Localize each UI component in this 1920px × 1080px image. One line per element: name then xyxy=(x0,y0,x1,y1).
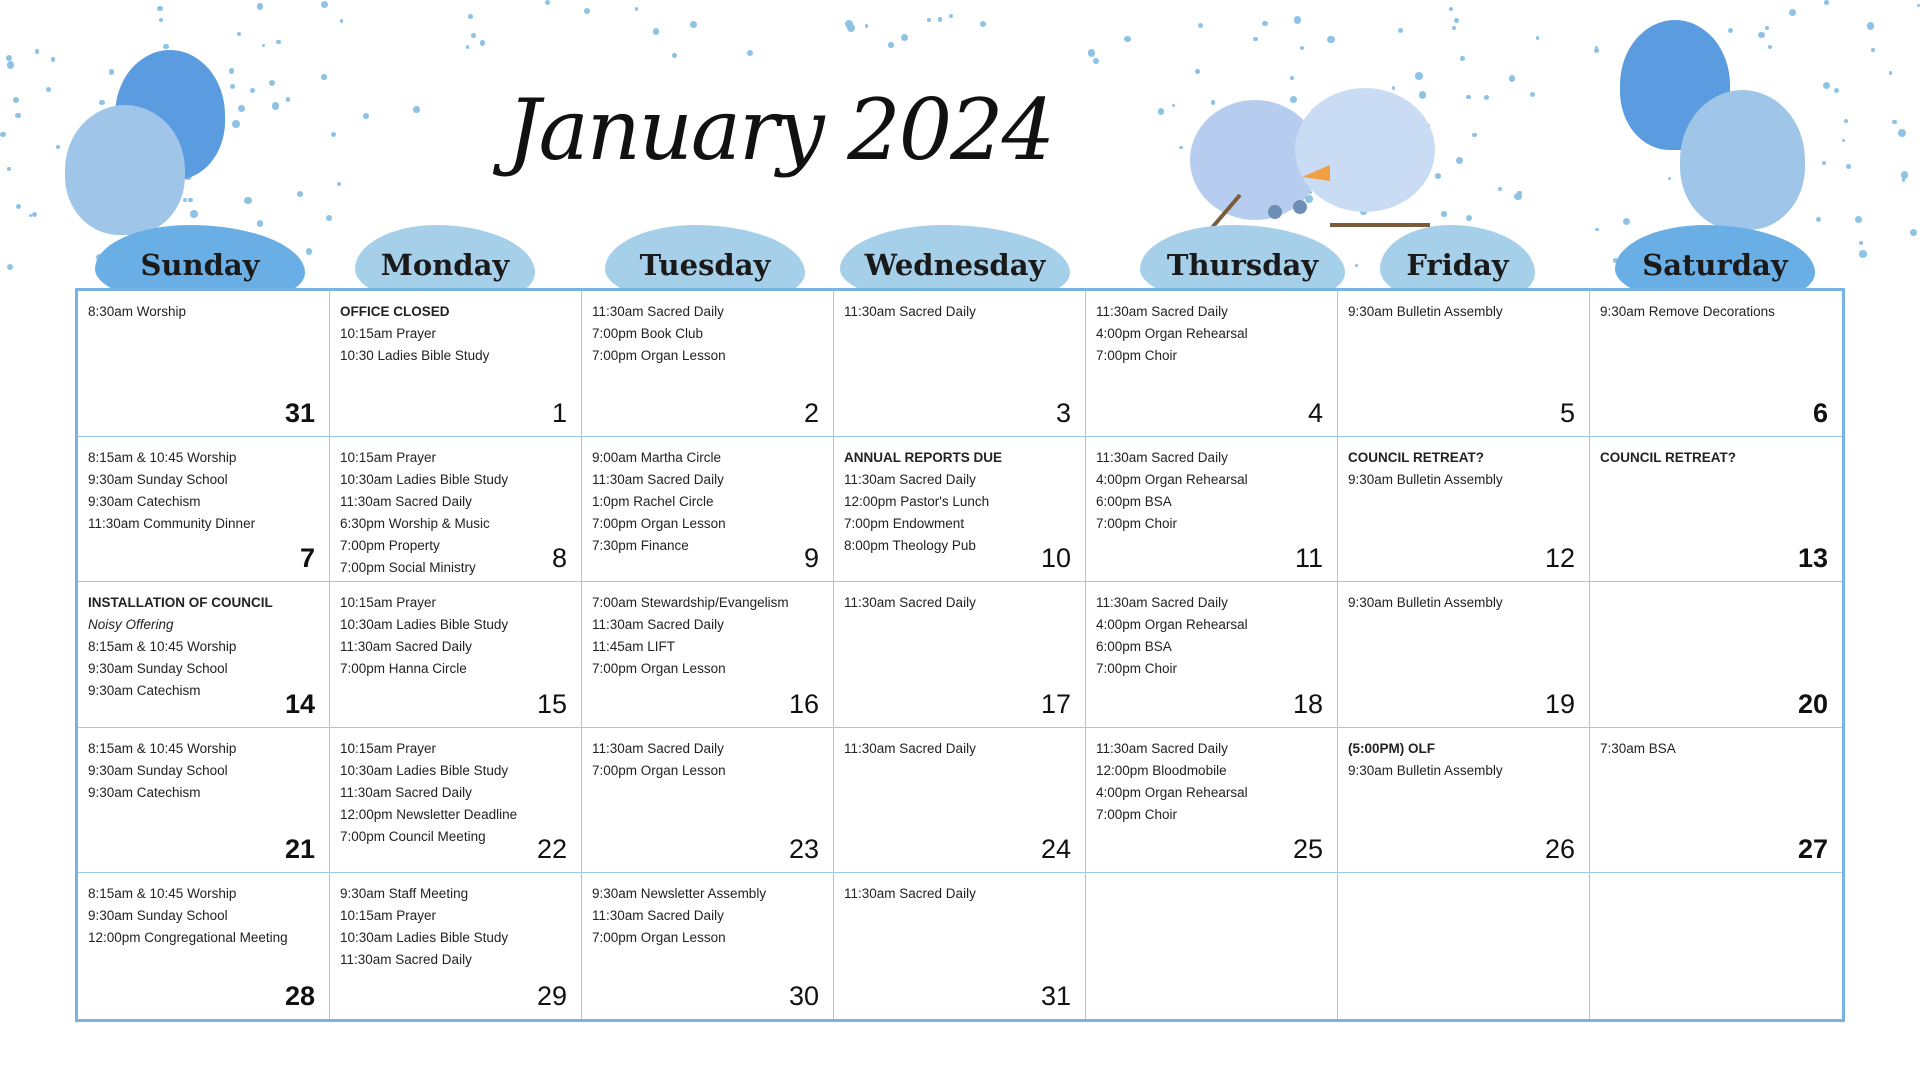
event-item: 9:30am Bulletin Assembly xyxy=(1348,595,1503,611)
event-item: 9:30am Catechism xyxy=(88,493,201,509)
day-cell[interactable] xyxy=(78,291,330,437)
day-number: 31 xyxy=(284,397,315,428)
event-item: 4:00pm Organ Rehearsal xyxy=(1096,617,1248,633)
event-item: 10:30am Ladies Bible Study xyxy=(340,930,509,946)
event-item: 4:00pm Organ Rehearsal xyxy=(1096,326,1248,341)
day-cell[interactable] xyxy=(1086,873,1338,1019)
event-item: 7:00pm Organ Lesson xyxy=(592,515,726,531)
event-item: 10:15am Prayer xyxy=(340,449,437,465)
day-number: 28 xyxy=(284,981,315,1011)
day-cell[interactable] xyxy=(330,873,582,1019)
day-cell[interactable] xyxy=(582,437,834,583)
day-number: 6 xyxy=(1812,397,1828,428)
day-number: 25 xyxy=(1292,834,1323,865)
day-number: 16 xyxy=(788,688,819,719)
event-item: 7:00pm Organ Lesson xyxy=(592,348,726,363)
event-item: 11:30am Sacred Daily xyxy=(592,617,724,633)
event-item: 7:00pm Organ Lesson xyxy=(592,930,726,946)
event-item: 10:15am Prayer xyxy=(340,908,437,924)
event-item: 8:00pm Theology Pub xyxy=(844,537,976,553)
event-item: 7:00pm Choir xyxy=(1096,661,1178,677)
event-item: 8:15am & 10:45 Worship xyxy=(88,740,237,756)
event-item: 7:00pm Organ Lesson xyxy=(592,762,726,778)
event-item: 11:30am Sacred Daily xyxy=(1096,304,1228,319)
day-cell[interactable] xyxy=(1590,728,1842,874)
event-item: 11:30am Sacred Daily xyxy=(1096,449,1228,465)
event-item: 9:30am Catechism xyxy=(88,683,201,699)
event-item: 10:30am Ladies Bible Study xyxy=(340,617,509,633)
event-item: 9:30am Sunday School xyxy=(88,661,228,677)
event-item: 11:30am Sacred Daily xyxy=(340,952,472,968)
event-item: 10:15am Prayer xyxy=(340,595,437,611)
event-item: 11:30am Sacred Daily xyxy=(592,304,724,319)
event-item: 12:00pm Pastor's Lunch xyxy=(844,493,990,509)
day-cell[interactable] xyxy=(582,582,834,728)
day-header-saturday: Saturday xyxy=(1615,225,1815,305)
event-item: COUNCIL RETREAT? xyxy=(1600,449,1736,465)
day-number: 17 xyxy=(1040,688,1071,719)
event-item: OFFICE CLOSED xyxy=(340,304,450,319)
event-item: 7:00pm Endowment xyxy=(844,515,965,531)
day-cell[interactable] xyxy=(330,291,582,437)
event-item: ANNUAL REPORTS DUE xyxy=(844,449,1003,465)
event-item: 7:00pm Choir xyxy=(1096,806,1178,822)
event-item: Noisy Offering xyxy=(88,617,174,633)
day-cell[interactable] xyxy=(78,582,330,728)
event-item: 7:00pm Organ Lesson xyxy=(592,661,726,677)
event-item: 11:30am Sacred Daily xyxy=(592,908,724,924)
event-item: 7:00am Stewardship/Evangelism xyxy=(592,595,789,611)
day-header-tuesday: Tuesday xyxy=(605,225,805,305)
event-item: 7:30pm Finance xyxy=(592,537,689,553)
day-number: 1 xyxy=(551,397,567,428)
day-number: 26 xyxy=(1544,834,1575,865)
event-item: 11:30am Sacred Daily xyxy=(844,304,976,319)
day-cell[interactable] xyxy=(582,291,834,437)
day-number: 9 xyxy=(803,543,819,574)
pinecone-left-decoration-2 xyxy=(65,105,185,235)
day-cell[interactable] xyxy=(834,582,1086,728)
day-cell[interactable] xyxy=(330,582,582,728)
event-item: 11:30am Sacred Daily xyxy=(1096,595,1228,611)
day-cell[interactable] xyxy=(1086,437,1338,583)
day-cell[interactable] xyxy=(1590,582,1842,728)
event-item: 12:00pm Congregational Meeting xyxy=(88,930,288,946)
day-cell[interactable] xyxy=(1086,582,1338,728)
event-item: 9:30am Remove Decorations xyxy=(1600,304,1775,319)
day-number: 31 xyxy=(1040,981,1071,1011)
day-cell[interactable] xyxy=(1338,291,1590,437)
day-number: 21 xyxy=(284,834,315,865)
event-item: 10:30am Ladies Bible Study xyxy=(340,471,509,487)
event-item: 11:30am Sacred Daily xyxy=(340,493,472,509)
day-cell[interactable] xyxy=(1086,728,1338,874)
event-item: 10:15am Prayer xyxy=(340,740,437,756)
event-item: 8:15am & 10:45 Worship xyxy=(88,639,237,655)
event-item: 9:30am Sunday School xyxy=(88,908,228,924)
day-number: 30 xyxy=(788,981,819,1011)
event-item: 12:00pm Newsletter Deadline xyxy=(340,806,518,822)
event-item: 10:30am Ladies Bible Study xyxy=(340,762,509,778)
event-item: 6:00pm BSA xyxy=(1096,639,1172,655)
day-header-wednesday: Wednesday xyxy=(840,225,1070,305)
day-header-monday: Monday xyxy=(355,225,535,305)
event-item: 7:00pm Social Ministry xyxy=(340,559,476,575)
calendar-grid xyxy=(75,288,1845,1022)
day-cell[interactable] xyxy=(330,437,582,583)
day-cell[interactable] xyxy=(1338,582,1590,728)
day-number: 11 xyxy=(1294,543,1323,574)
day-cell[interactable] xyxy=(1590,291,1842,437)
day-number: 7 xyxy=(299,543,315,574)
day-number: 13 xyxy=(1797,543,1828,574)
day-header-thursday: Thursday xyxy=(1140,225,1345,305)
day-number: 27 xyxy=(1797,834,1828,865)
day-number: 4 xyxy=(1307,397,1323,428)
event-item: 9:30am Newsletter Assembly xyxy=(592,886,767,902)
event-item: 7:00pm Book Club xyxy=(592,326,704,341)
day-cell[interactable] xyxy=(1590,873,1842,1019)
day-cell[interactable] xyxy=(78,873,330,1019)
day-cell[interactable] xyxy=(1338,873,1590,1019)
day-cell[interactable] xyxy=(834,873,1086,1019)
event-item: 11:30am Sacred Daily xyxy=(1096,740,1228,756)
event-item: 10:15am Prayer xyxy=(340,326,437,341)
day-number: 15 xyxy=(536,688,567,719)
event-item: 11:30am Sacred Daily xyxy=(592,740,724,756)
event-item: 9:30am Bulletin Assembly xyxy=(1348,304,1503,319)
event-item: 11:30am Sacred Daily xyxy=(844,886,976,902)
event-item: 9:00am Martha Circle xyxy=(592,449,722,465)
event-item: 9:30am Catechism xyxy=(88,784,201,800)
event-item: 10:30 Ladies Bible Study xyxy=(340,348,490,363)
day-cell[interactable] xyxy=(1338,728,1590,874)
event-item: 8:15am & 10:45 Worship xyxy=(88,886,237,902)
event-item: 9:30am Staff Meeting xyxy=(340,886,469,902)
day-number: 22 xyxy=(536,834,567,865)
day-number: 10 xyxy=(1040,543,1071,574)
day-number: 29 xyxy=(536,981,567,1011)
event-item: 7:30am BSA xyxy=(1600,740,1676,756)
event-item: 9:30am Bulletin Assembly xyxy=(1348,471,1503,487)
event-item: 4:00pm Organ Rehearsal xyxy=(1096,784,1248,800)
day-number: 20 xyxy=(1797,688,1828,719)
event-item: 11:30am Sacred Daily xyxy=(844,595,976,611)
event-item: 11:45am LIFT xyxy=(592,639,676,655)
day-cell[interactable] xyxy=(1086,291,1338,437)
event-item: 7:00pm Hanna Circle xyxy=(340,661,467,677)
snowman-illustration xyxy=(1180,80,1450,230)
day-cell[interactable] xyxy=(78,437,330,583)
day-number: 18 xyxy=(1292,688,1323,719)
day-number: 5 xyxy=(1559,397,1575,428)
day-cell[interactable] xyxy=(78,728,330,874)
event-item: (5:00PM) OLF xyxy=(1348,740,1436,756)
event-item: 11:30am Sacred Daily xyxy=(844,740,976,756)
event-item: 7:00pm Choir xyxy=(1096,348,1178,363)
event-item: 11:30am Sacred Daily xyxy=(592,471,724,487)
day-cell[interactable] xyxy=(1338,437,1590,583)
day-header-friday: Friday xyxy=(1380,225,1535,305)
event-item: COUNCIL RETREAT? xyxy=(1348,449,1484,465)
day-number: 12 xyxy=(1544,543,1575,574)
event-item: 11:30am Sacred Daily xyxy=(340,784,472,800)
day-number: 3 xyxy=(1055,397,1071,428)
event-item: 8:15am & 10:45 Worship xyxy=(88,449,237,465)
day-cell[interactable] xyxy=(834,291,1086,437)
event-item: INSTALLATION OF COUNCIL xyxy=(88,595,273,611)
day-number: 23 xyxy=(788,834,819,865)
event-item: 4:00pm Organ Rehearsal xyxy=(1096,471,1248,487)
event-item: 7:00pm Property xyxy=(340,537,440,553)
day-number: 8 xyxy=(551,543,567,574)
day-cell[interactable] xyxy=(834,437,1086,583)
day-cell[interactable] xyxy=(330,728,582,874)
day-cell[interactable] xyxy=(582,728,834,874)
event-item: 6:00pm BSA xyxy=(1096,493,1172,509)
event-item: 11:30am Sacred Daily xyxy=(340,639,472,655)
event-item: 9:30am Sunday School xyxy=(88,471,228,487)
event-item: 11:30am Sacred Daily xyxy=(844,471,976,487)
event-item: 1:0pm Rachel Circle xyxy=(592,493,714,509)
day-number: 19 xyxy=(1544,688,1575,719)
event-item: 8:30am Worship xyxy=(88,304,187,319)
day-number: 24 xyxy=(1040,834,1071,865)
event-item: 6:30pm Worship & Music xyxy=(340,515,490,531)
day-cell[interactable] xyxy=(834,728,1086,874)
day-number: 14 xyxy=(284,688,315,719)
day-cell[interactable] xyxy=(582,873,834,1019)
event-item: 12:00pm Bloodmobile xyxy=(1096,762,1227,778)
pinecone-right-decoration-2 xyxy=(1680,90,1805,230)
event-item: 9:30am Sunday School xyxy=(88,762,228,778)
page-title: January 2024 xyxy=(506,81,1054,179)
day-cell[interactable] xyxy=(1590,437,1842,583)
day-header-sunday: Sunday xyxy=(95,225,305,305)
event-item: 7:00pm Council Meeting xyxy=(340,828,486,844)
event-item: 7:00pm Choir xyxy=(1096,515,1178,531)
event-item: 9:30am Bulletin Assembly xyxy=(1348,762,1503,778)
day-number: 2 xyxy=(803,397,819,428)
event-item: 11:30am Community Dinner xyxy=(88,515,256,531)
